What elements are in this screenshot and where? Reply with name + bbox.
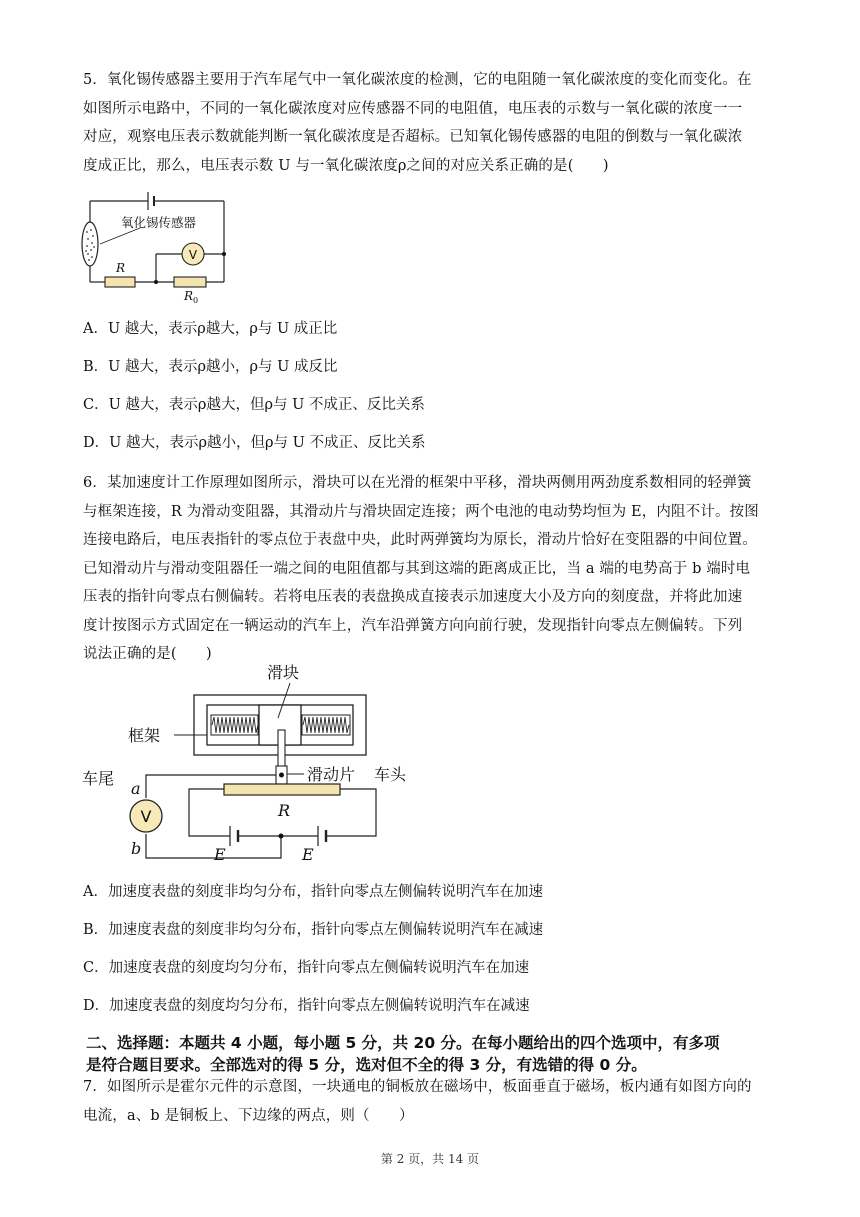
section-2-line: 是符合题目要求。全部选对的得 5 分，选对但不全的得 3 分，有选错的得 0 分。 [86,1056,647,1074]
r-label: R [116,261,126,275]
r-label: R [278,801,291,820]
voltmeter-label: V [188,248,198,262]
spring-right [302,715,350,735]
question-6-option-b[interactable]: B．加速度表盘的刻度非均匀分布，指针向零点左侧偏转说明汽车在减速 [83,922,544,938]
question-5-line: 5．氧化锡传感器主要用于汽车尾气中一氧化碳浓度的检测，它的电阻随一氧化碳浓度的变化而变化。在 [83,72,752,88]
question-6-line: 6．某加速度计工作原理如图所示，滑块可以在光滑的框架中平移，滑块两侧用两劲度系数相同的轻弹簧 [83,475,752,491]
question-6-line: 度计按图示方式固定在一辆运动的汽车上，汽车沿弹簧方向向前行驶，发现指针向零点左侧偏转。下列 [83,617,743,634]
question-7-text [83,1073,778,1130]
question-5-option-d[interactable]: D．U 越大，表示ρ越小，但ρ与 U 不成正、反比关系 [83,435,426,451]
slider-label: 滑块 [267,663,300,682]
question-5-circuit-figure [78,184,238,304]
question-6-line: 说法正确的是( ) [83,646,212,662]
resistor-r [105,277,135,287]
section-2-line: 二、选择题：本题共 4 小题，每小题 5 分，共 20 分。在每小题给出的四个选项中，有多项 [86,1034,720,1052]
question-7-line: 电流，a、b 是铜板上、下边缘的两点，则（ ） [83,1107,414,1124]
question-6-accelerometer-figure [82,660,407,865]
question-6-option-c[interactable]: C．加速度表盘的刻度均匀分布，指针向零点左侧偏转说明汽车在加速 [83,960,530,976]
question-6-option-d[interactable]: D．加速度表盘的刻度均匀分布，指针向零点左侧偏转说明汽车在减速 [83,998,530,1014]
resistor-r0 [174,277,206,287]
spring-left [211,715,258,735]
question-5-option-c[interactable]: C．U 越大，表示ρ越大，但ρ与 U 不成正、反比关系 [83,397,425,413]
question-6-option-a[interactable]: A．加速度表盘的刻度非均匀分布，指针向零点左侧偏转说明汽车在加速 [83,884,543,900]
voltmeter-label: V [140,807,152,826]
wiper-label: 滑动片 [307,765,356,784]
e-right-label: E [302,845,314,864]
section-2-heading [86,1032,781,1076]
wiper-rod [278,730,285,768]
question-6-line: 连接电路后，电压表指针的零点位于表盘中央，此时两弹簧均为原长，滑动片恰好在变阻器的中间位置。 [83,532,757,548]
question-5-text [83,66,778,180]
front-label: 车头 [374,765,407,784]
question-7-line: 7．如图所示是霍尔元件的示意图，一块通电的铜板放在磁场中，板面垂直于磁场，板内通有如图方向的 [83,1079,752,1095]
question-5-line: 度成正比，那么，电压表示数 U 与一氧化碳浓度ρ之间的对应关系正确的是( ) [83,157,609,174]
question-6-line: 已知滑动片与滑动变阻器任一端之间的电阻值都与其到这端的距离成正比，当 a 端的电势高于 b 端时电 [83,560,751,577]
question-6-line: 与框架连接，R 为滑动变阻器，其滑动片与滑块固定连接；两个电池的电动势均恒为 E，内阻不计。按图 [83,503,759,520]
frame-label: 框架 [128,726,161,745]
question-5-line: 对应，观察电压表示数就能判断一氧化碳浓度是否超标。已知氧化锡传感器的电阻的倒数与一氧化碳浓 [83,129,743,145]
sensor-label: 氧化锡传感器 [121,215,197,230]
b-label: b [131,839,142,858]
a-label: a [131,779,141,798]
question-5-line: 如图所示电路中，不同的一氧化碳浓度对应传感器不同的电阻值，电压表的示数与一氧化碳的浓度一一 [83,100,743,117]
e-left-label: E [214,845,226,864]
question-6-line: 压表的指针向零点右侧偏转。若将电压表的表盘换成直接表示加速度大小及方向的刻度盘，并将此加速 [83,589,743,605]
page-footer: 第 2 页，共 14 页 [380,1152,480,1166]
question-5-option-b[interactable]: B．U 越大，表示ρ越小，ρ与 U 成反比 [83,359,338,375]
rear-label: 车尾 [82,769,115,788]
question-5-option-a[interactable]: A．U 越大，表示ρ越大，ρ与 U 成正比 [83,321,338,337]
r0-label: $R_0$ [184,289,199,305]
rheostat-r [224,784,340,795]
question-6-text [83,469,778,669]
